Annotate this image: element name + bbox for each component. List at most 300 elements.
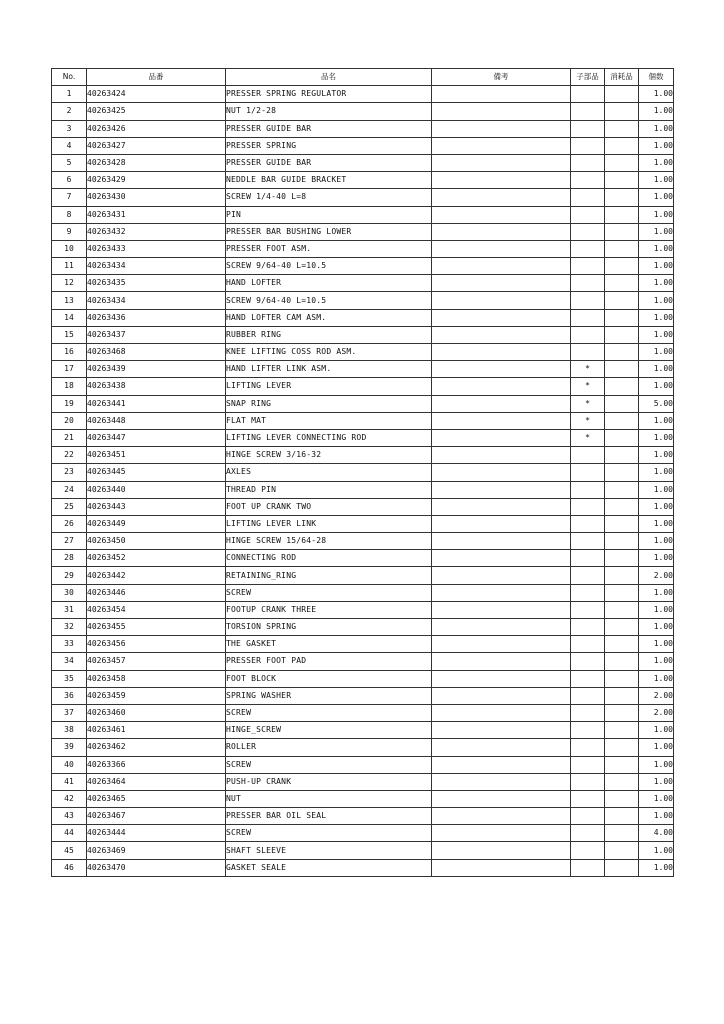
- table-row: [52, 292, 674, 309]
- quantity-cell: 1.00: [639, 601, 674, 618]
- sub-part-cell: [571, 704, 605, 721]
- quantity-cell: 1.00: [639, 670, 674, 687]
- row-number: 23: [52, 464, 87, 481]
- sub-part-cell: [571, 550, 605, 567]
- remarks-cell: [432, 137, 571, 154]
- consumable-cell: [605, 808, 639, 825]
- remarks-cell: [432, 240, 571, 257]
- remarks-cell: [432, 447, 571, 464]
- quantity-cell: 1.00: [639, 189, 674, 206]
- table-row: [52, 309, 674, 326]
- remarks-cell: [432, 550, 571, 567]
- part-number-cell: 40263443: [87, 498, 226, 515]
- part-number-cell: 40263429: [87, 172, 226, 189]
- consumable-cell: [605, 739, 639, 756]
- consumable-cell: [605, 515, 639, 532]
- consumable-cell: [605, 498, 639, 515]
- sub-part-cell: [571, 86, 605, 103]
- part-name-cell: SCREW 1/4-40 L=8: [226, 189, 432, 206]
- part-name-cell: SCREW 9/64-40 L=10.5: [226, 292, 432, 309]
- part-name-cell: SCREW: [226, 704, 432, 721]
- part-name-cell: HINGE_SCREW: [226, 722, 432, 739]
- part-number-cell: 40263464: [87, 773, 226, 790]
- quantity-cell: 1.00: [639, 773, 674, 790]
- table-row: [52, 395, 674, 412]
- table-row: [52, 619, 674, 636]
- table-row: [52, 137, 674, 154]
- table-row: [52, 687, 674, 704]
- quantity-cell: 5.00: [639, 395, 674, 412]
- part-name-cell: PRESSER GUIDE BAR: [226, 120, 432, 137]
- remarks-cell: [432, 120, 571, 137]
- table-row: [52, 567, 674, 584]
- part-number-cell: 40263438: [87, 378, 226, 395]
- sub-part-cell: [571, 103, 605, 120]
- part-name-cell: HAND LOFTER: [226, 275, 432, 292]
- table-row: [52, 842, 674, 859]
- quantity-cell: 2.00: [639, 704, 674, 721]
- part-number-cell: 40263428: [87, 154, 226, 171]
- part-name-cell: SCREW: [226, 584, 432, 601]
- table-row: [52, 344, 674, 361]
- part-number-cell: 40263447: [87, 429, 226, 446]
- remarks-cell: [432, 189, 571, 206]
- remarks-cell: [432, 567, 571, 584]
- part-name-cell: FOOT BLOCK: [226, 670, 432, 687]
- part-name-cell: PRESSER FOOT ASM.: [226, 240, 432, 257]
- table-row: [52, 790, 674, 807]
- table-row: [52, 773, 674, 790]
- consumable-cell: [605, 842, 639, 859]
- part-name-cell: PIN: [226, 206, 432, 223]
- consumable-cell: [605, 859, 639, 876]
- remarks-cell: [432, 687, 571, 704]
- row-number: 36: [52, 687, 87, 704]
- sub-part-cell: [571, 137, 605, 154]
- sub-part-cell: *: [571, 412, 605, 429]
- remarks-cell: [432, 859, 571, 876]
- quantity-cell: 1.00: [639, 842, 674, 859]
- part-number-cell: 40263467: [87, 808, 226, 825]
- part-number-cell: 40263456: [87, 636, 226, 653]
- row-number: 9: [52, 223, 87, 240]
- header-sub-part: 子部品: [571, 69, 605, 86]
- part-name-cell: SCREW: [226, 825, 432, 842]
- sub-part-cell: [571, 292, 605, 309]
- part-number-cell: 40263469: [87, 842, 226, 859]
- table-row: [52, 670, 674, 687]
- row-number: 22: [52, 447, 87, 464]
- consumable-cell: [605, 756, 639, 773]
- remarks-cell: [432, 154, 571, 171]
- part-name-cell: NUT: [226, 790, 432, 807]
- row-number: 41: [52, 773, 87, 790]
- part-number-cell: 40263426: [87, 120, 226, 137]
- quantity-cell: 1.00: [639, 223, 674, 240]
- table-row: [52, 154, 674, 171]
- row-number: 38: [52, 722, 87, 739]
- table-row: [52, 722, 674, 739]
- sub-part-cell: [571, 687, 605, 704]
- table-row: [52, 653, 674, 670]
- remarks-cell: [432, 842, 571, 859]
- consumable-cell: [605, 275, 639, 292]
- table-row: [52, 326, 674, 343]
- consumable-cell: [605, 137, 639, 154]
- sub-part-cell: [571, 739, 605, 756]
- remarks-cell: [432, 378, 571, 395]
- sub-part-cell: [571, 172, 605, 189]
- row-number: 16: [52, 344, 87, 361]
- consumable-cell: [605, 240, 639, 257]
- row-number: 3: [52, 120, 87, 137]
- part-name-cell: SCREW: [226, 756, 432, 773]
- part-name-cell: PRESSER FOOT PAD: [226, 653, 432, 670]
- sub-part-cell: [571, 808, 605, 825]
- part-number-cell: 40263425: [87, 103, 226, 120]
- part-number-cell: 40263444: [87, 825, 226, 842]
- part-name-cell: FOOT UP CRANK TWO: [226, 498, 432, 515]
- quantity-cell: 1.00: [639, 275, 674, 292]
- sub-part-cell: [571, 498, 605, 515]
- table-row: [52, 361, 674, 378]
- consumable-cell: [605, 825, 639, 842]
- quantity-cell: 1.00: [639, 292, 674, 309]
- consumable-cell: [605, 258, 639, 275]
- row-number: 46: [52, 859, 87, 876]
- row-number: 4: [52, 137, 87, 154]
- sub-part-cell: [571, 859, 605, 876]
- sub-part-cell: [571, 258, 605, 275]
- table-row: [52, 120, 674, 137]
- row-number: 45: [52, 842, 87, 859]
- part-number-cell: 40263459: [87, 687, 226, 704]
- header-part-name: 品名: [226, 69, 432, 86]
- consumable-cell: [605, 722, 639, 739]
- sub-part-cell: [571, 790, 605, 807]
- remarks-cell: [432, 86, 571, 103]
- part-number-cell: 40263458: [87, 670, 226, 687]
- remarks-cell: [432, 223, 571, 240]
- table-row: [52, 447, 674, 464]
- part-number-cell: 40263431: [87, 206, 226, 223]
- consumable-cell: [605, 687, 639, 704]
- quantity-cell: 1.00: [639, 361, 674, 378]
- remarks-cell: [432, 670, 571, 687]
- remarks-cell: [432, 361, 571, 378]
- part-name-cell: LIFTING LEVER LINK: [226, 515, 432, 532]
- sub-part-cell: [571, 515, 605, 532]
- part-number-cell: 40263424: [87, 86, 226, 103]
- part-number-cell: 40263454: [87, 601, 226, 618]
- table-row: [52, 515, 674, 532]
- quantity-cell: 1.00: [639, 636, 674, 653]
- part-name-cell: ROLLER: [226, 739, 432, 756]
- row-number: 6: [52, 172, 87, 189]
- part-number-cell: 40263461: [87, 722, 226, 739]
- quantity-cell: 1.00: [639, 722, 674, 739]
- sub-part-cell: *: [571, 429, 605, 446]
- quantity-cell: 1.00: [639, 154, 674, 171]
- remarks-cell: [432, 481, 571, 498]
- table-row: [52, 808, 674, 825]
- table-row: [52, 103, 674, 120]
- remarks-cell: [432, 515, 571, 532]
- part-name-cell: AXLES: [226, 464, 432, 481]
- sub-part-cell: [571, 601, 605, 618]
- row-number: 35: [52, 670, 87, 687]
- sub-part-cell: [571, 567, 605, 584]
- quantity-cell: 1.00: [639, 859, 674, 876]
- part-name-cell: CONNECTING ROD: [226, 550, 432, 567]
- quantity-cell: 1.00: [639, 86, 674, 103]
- row-number: 13: [52, 292, 87, 309]
- quantity-cell: 1.00: [639, 172, 674, 189]
- header-consumable: 消耗品: [605, 69, 639, 86]
- part-number-cell: 40263470: [87, 859, 226, 876]
- consumable-cell: [605, 533, 639, 550]
- header-remarks: 備考: [432, 69, 571, 86]
- consumable-cell: [605, 653, 639, 670]
- consumable-cell: [605, 619, 639, 636]
- part-name-cell: RETAINING_RING: [226, 567, 432, 584]
- part-number-cell: 40263427: [87, 137, 226, 154]
- sub-part-cell: [571, 120, 605, 137]
- remarks-cell: [432, 533, 571, 550]
- header-quantity: 個数: [639, 69, 674, 86]
- remarks-cell: [432, 773, 571, 790]
- quantity-cell: 1.00: [639, 412, 674, 429]
- part-name-cell: HINGE SCREW 3/16-32: [226, 447, 432, 464]
- remarks-cell: [432, 258, 571, 275]
- sub-part-cell: [571, 326, 605, 343]
- row-number: 7: [52, 189, 87, 206]
- remarks-cell: [432, 601, 571, 618]
- part-number-cell: 40263437: [87, 326, 226, 343]
- remarks-cell: [432, 756, 571, 773]
- consumable-cell: [605, 567, 639, 584]
- quantity-cell: 1.00: [639, 619, 674, 636]
- table-row: [52, 412, 674, 429]
- sub-part-cell: [571, 189, 605, 206]
- remarks-cell: [432, 206, 571, 223]
- quantity-cell: 1.00: [639, 429, 674, 446]
- remarks-cell: [432, 172, 571, 189]
- row-number: 37: [52, 704, 87, 721]
- part-name-cell: THREAD PIN: [226, 481, 432, 498]
- quantity-cell: 1.00: [639, 240, 674, 257]
- remarks-cell: [432, 636, 571, 653]
- part-number-cell: 40263457: [87, 653, 226, 670]
- remarks-cell: [432, 619, 571, 636]
- sub-part-cell: [571, 154, 605, 171]
- row-number: 8: [52, 206, 87, 223]
- row-number: 40: [52, 756, 87, 773]
- row-number: 44: [52, 825, 87, 842]
- remarks-cell: [432, 653, 571, 670]
- consumable-cell: [605, 103, 639, 120]
- consumable-cell: [605, 189, 639, 206]
- part-name-cell: SCREW 9/64-40 L=10.5: [226, 258, 432, 275]
- row-number: 43: [52, 808, 87, 825]
- part-number-cell: 40263441: [87, 395, 226, 412]
- sub-part-cell: *: [571, 378, 605, 395]
- remarks-cell: [432, 464, 571, 481]
- part-number-cell: 40263445: [87, 464, 226, 481]
- sub-part-cell: *: [571, 395, 605, 412]
- remarks-cell: [432, 395, 571, 412]
- consumable-cell: [605, 326, 639, 343]
- part-name-cell: NEDDLE BAR GUIDE BRACKET: [226, 172, 432, 189]
- consumable-cell: [605, 601, 639, 618]
- table-row: [52, 378, 674, 395]
- part-number-cell: 40263452: [87, 550, 226, 567]
- sub-part-cell: [571, 756, 605, 773]
- table-row: [52, 429, 674, 446]
- remarks-cell: [432, 292, 571, 309]
- quantity-cell: 1.00: [639, 309, 674, 326]
- part-number-cell: 40263460: [87, 704, 226, 721]
- consumable-cell: [605, 223, 639, 240]
- table-row: [52, 584, 674, 601]
- sub-part-cell: [571, 636, 605, 653]
- table-row: [52, 550, 674, 567]
- sub-part-cell: [571, 206, 605, 223]
- part-name-cell: PRESSER GUIDE BAR: [226, 154, 432, 171]
- row-number: 31: [52, 601, 87, 618]
- quantity-cell: 1.00: [639, 808, 674, 825]
- table-row: [52, 275, 674, 292]
- table-row: [52, 240, 674, 257]
- row-number: 27: [52, 533, 87, 550]
- remarks-cell: [432, 584, 571, 601]
- quantity-cell: 1.00: [639, 498, 674, 515]
- part-name-cell: TORSION SPRING: [226, 619, 432, 636]
- part-number-cell: 40263455: [87, 619, 226, 636]
- sub-part-cell: [571, 825, 605, 842]
- table-row: [52, 704, 674, 721]
- row-number: 32: [52, 619, 87, 636]
- part-name-cell: KNEE LIFTING COSS ROD ASM.: [226, 344, 432, 361]
- quantity-cell: 1.00: [639, 206, 674, 223]
- consumable-cell: [605, 790, 639, 807]
- remarks-cell: [432, 103, 571, 120]
- sub-part-cell: [571, 223, 605, 240]
- table-row: [52, 464, 674, 481]
- header-no: No.: [52, 69, 87, 86]
- sub-part-cell: [571, 842, 605, 859]
- consumable-cell: [605, 773, 639, 790]
- consumable-cell: [605, 378, 639, 395]
- row-number: 33: [52, 636, 87, 653]
- part-number-cell: 40263440: [87, 481, 226, 498]
- quantity-cell: 1.00: [639, 756, 674, 773]
- quantity-cell: 2.00: [639, 687, 674, 704]
- sub-part-cell: [571, 240, 605, 257]
- quantity-cell: 1.00: [639, 464, 674, 481]
- consumable-cell: [605, 344, 639, 361]
- row-number: 15: [52, 326, 87, 343]
- sub-part-cell: [571, 619, 605, 636]
- table-row: [52, 825, 674, 842]
- part-name-cell: SPRING WASHER: [226, 687, 432, 704]
- sub-part-cell: *: [571, 361, 605, 378]
- part-name-cell: PRESSER SPRING REGULATOR: [226, 86, 432, 103]
- table-row: [52, 498, 674, 515]
- part-number-cell: 40263468: [87, 344, 226, 361]
- consumable-cell: [605, 636, 639, 653]
- table-row: [52, 206, 674, 223]
- part-name-cell: LIFTING LEVER: [226, 378, 432, 395]
- quantity-cell: 1.00: [639, 584, 674, 601]
- sub-part-cell: [571, 653, 605, 670]
- table-row: [52, 636, 674, 653]
- parts-table: [51, 68, 674, 877]
- quantity-cell: 1.00: [639, 326, 674, 343]
- quantity-cell: 4.00: [639, 825, 674, 842]
- part-name-cell: SHAFT SLEEVE: [226, 842, 432, 859]
- consumable-cell: [605, 670, 639, 687]
- remarks-cell: [432, 722, 571, 739]
- quantity-cell: 1.00: [639, 120, 674, 137]
- quantity-cell: 1.00: [639, 103, 674, 120]
- quantity-cell: 1.00: [639, 378, 674, 395]
- part-number-cell: 40263462: [87, 739, 226, 756]
- part-number-cell: 40263450: [87, 533, 226, 550]
- part-name-cell: HINGE SCREW 15/64-28: [226, 533, 432, 550]
- quantity-cell: 1.00: [639, 344, 674, 361]
- row-number: 34: [52, 653, 87, 670]
- row-number: 24: [52, 481, 87, 498]
- row-number: 29: [52, 567, 87, 584]
- part-number-cell: 40263432: [87, 223, 226, 240]
- sub-part-cell: [571, 670, 605, 687]
- part-number-cell: 40263451: [87, 447, 226, 464]
- sub-part-cell: [571, 481, 605, 498]
- quantity-cell: 1.00: [639, 790, 674, 807]
- remarks-cell: [432, 412, 571, 429]
- table-row: [52, 481, 674, 498]
- part-number-cell: 40263366: [87, 756, 226, 773]
- table-row: [52, 189, 674, 206]
- row-number: 10: [52, 240, 87, 257]
- consumable-cell: [605, 206, 639, 223]
- remarks-cell: [432, 739, 571, 756]
- remarks-cell: [432, 704, 571, 721]
- remarks-cell: [432, 326, 571, 343]
- row-number: 39: [52, 739, 87, 756]
- part-number-cell: 40263434: [87, 292, 226, 309]
- part-name-cell: PUSH-UP CRANK: [226, 773, 432, 790]
- sub-part-cell: [571, 309, 605, 326]
- consumable-cell: [605, 86, 639, 103]
- consumable-cell: [605, 120, 639, 137]
- quantity-cell: 1.00: [639, 258, 674, 275]
- row-number: 18: [52, 378, 87, 395]
- part-name-cell: HAND LOFTER CAM ASM.: [226, 309, 432, 326]
- remarks-cell: [432, 275, 571, 292]
- consumable-cell: [605, 412, 639, 429]
- consumable-cell: [605, 464, 639, 481]
- header-row: [52, 69, 674, 86]
- remarks-cell: [432, 498, 571, 515]
- remarks-cell: [432, 344, 571, 361]
- row-number: 1: [52, 86, 87, 103]
- table-row: [52, 223, 674, 240]
- consumable-cell: [605, 154, 639, 171]
- table-row: [52, 756, 674, 773]
- row-number: 28: [52, 550, 87, 567]
